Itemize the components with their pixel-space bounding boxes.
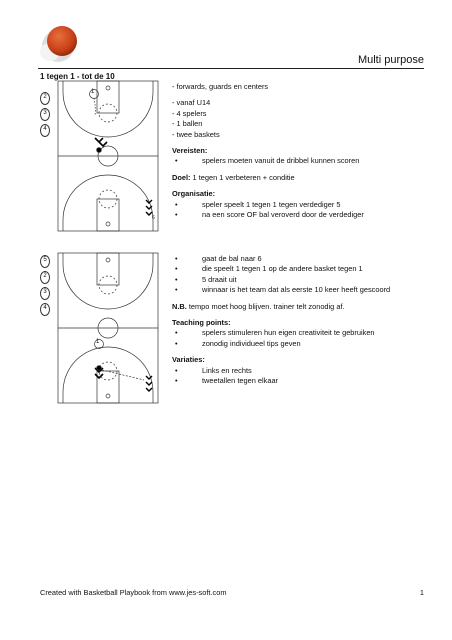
- three-point-arc-top: [63, 81, 153, 137]
- player-number: 2: [40, 92, 50, 105]
- player-number: 4: [40, 303, 50, 316]
- drill-continuation: [172, 254, 422, 386]
- teaching-heading: Teaching points:: [172, 318, 231, 328]
- player-label: 1: [96, 339, 100, 345]
- drill-title: 1 tegen 1 - tot de 10: [40, 72, 115, 81]
- variations-heading: Variaties:: [172, 355, 205, 365]
- player-label: 1: [91, 89, 95, 95]
- player-number: 2: [40, 271, 50, 284]
- three-point-arc-bottom: [63, 347, 153, 403]
- organisation-item: • speler speelt 1 tegen 1 tegen verdediger 5: [175, 199, 341, 209]
- page-number: 1: [419, 588, 424, 597]
- player-number: 3: [40, 108, 50, 121]
- player-list: [40, 255, 52, 316]
- hoop-bottom: [106, 394, 110, 398]
- player-number: 3: [40, 287, 50, 300]
- three-point-arc-top: [63, 253, 153, 309]
- bench-defenders: [146, 200, 152, 215]
- step-item: • die speelt 1 tegen 1 op de andere basket tegen 1: [175, 264, 363, 274]
- footer-text: Created with Basketball Playbook from www.jes-soft.com: [40, 588, 227, 597]
- organisation-heading: Organisatie:: [172, 189, 216, 199]
- player-list: [40, 92, 52, 137]
- hoop-top: [106, 258, 110, 262]
- requirements-heading: Vereisten:: [172, 146, 208, 156]
- variation-item: • Links en rechts: [175, 365, 252, 375]
- info-line: - 1 ballen: [172, 119, 203, 129]
- requirement-item: • spelers moeten vanuit de dribbel kunnen scoren: [175, 156, 360, 166]
- intro-line: - forwards, guards en centers: [172, 82, 269, 91]
- nb-line: N.B. tempo moet hoog blijven. trainer telt zonodig af.: [172, 301, 345, 311]
- pass-line: [102, 370, 144, 380]
- info-line: - twee baskets: [172, 129, 220, 139]
- info-line: - 4 spelers: [172, 108, 207, 118]
- drill-description: [172, 82, 422, 220]
- ball-mark: [97, 148, 102, 153]
- court-diagram-1: [40, 80, 160, 232]
- court-diagram-2: [40, 252, 160, 404]
- bench-player-label: 6: [152, 215, 155, 221]
- three-point-arc-bottom: [63, 175, 153, 231]
- ball-mark: [97, 366, 102, 371]
- step-item: • winnaar is het team dat als eerste 10 keer heeft gescoord: [175, 285, 391, 295]
- teaching-item: • zonodig individueel tips geven: [175, 338, 301, 348]
- player-number: 4: [40, 124, 50, 137]
- player-number: 5: [40, 255, 50, 268]
- info-line: - vanaf U14: [172, 98, 211, 108]
- step-item: • gaat de bal naar 6: [175, 254, 262, 263]
- cut-path: [94, 98, 95, 116]
- header-divider: [38, 68, 424, 69]
- defender-mark: [95, 138, 107, 146]
- basketball-logo-icon: [38, 22, 82, 66]
- step-item: • 5 draait uit: [175, 274, 237, 284]
- hoop-bottom: [106, 222, 110, 226]
- goal-line: Doel: 1 tegen 1 verbeteren + conditie: [172, 172, 295, 182]
- organisation-item: • na een score OF bal veroverd door de verdediger: [175, 210, 364, 220]
- page-title: Multi purpose: [357, 54, 424, 66]
- variation-item: • tweetallen tegen elkaar: [175, 376, 279, 386]
- hoop-top: [106, 86, 110, 90]
- teaching-item: • spelers stimuleren hun eigen creativiteit te gebruiken: [175, 328, 375, 338]
